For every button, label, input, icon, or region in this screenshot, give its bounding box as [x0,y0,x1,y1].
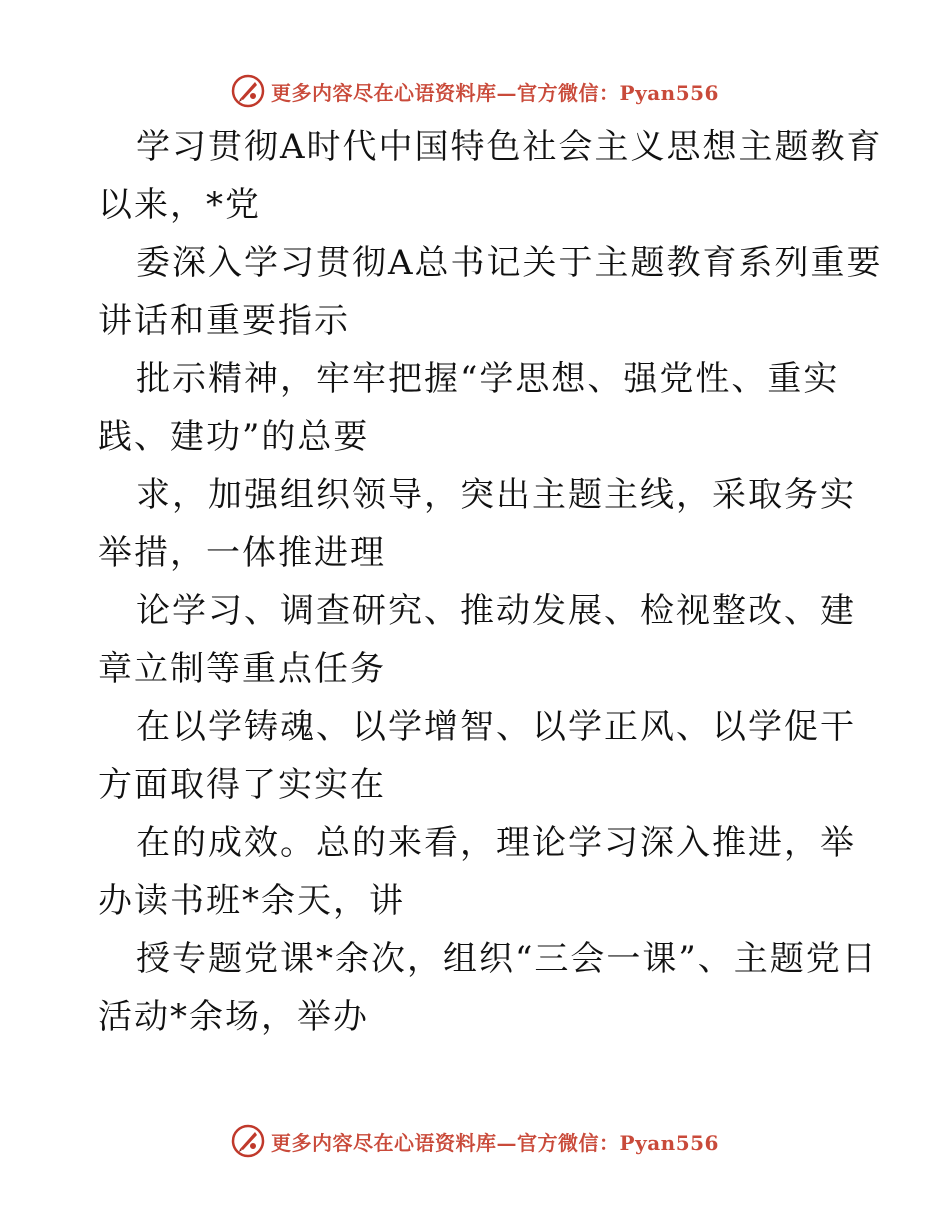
body-line: 求，加强组织领导，突出主题主线，采取务实举措，一体推进理 [98,475,856,573]
body-line: 委深入学习贯彻A总书记关于主题教育系列重要讲话和重要指示 [98,243,883,341]
body-line: 在以学铸魂、以学增智、以学正风、以学促干方面取得了实实在 [98,707,856,805]
footer-watermark-text: 更多内容尽在心语资料库—官方微信：Pyan556 [271,1130,719,1155]
quill-pen-logo-icon [231,74,265,108]
footer-watermark [0,1121,950,1161]
body-line: 批示精神，牢牢把握“学思想、强党性、重实践、建功”的总要 [98,359,840,457]
header-watermark [0,71,950,111]
header-watermark-text: 更多内容尽在心语资料库—官方微信：Pyan556 [271,80,719,105]
body-line: 论学习、调查研究、推动发展、检视整改、建章立制等重点任务 [98,591,856,689]
quill-pen-logo-icon [231,1124,265,1158]
document-body [98,118,888,1046]
body-line: 学习贯彻A时代中国特色社会主义思想主题教育以来，*党 [98,127,883,225]
body-line: 授专题党课*余次，组织“三会一课”、主题党日活动*余场，举办 [98,939,878,1037]
body-line: 在的成效。总的来看，理论学习深入推进，举办读书班*余天，讲 [98,823,856,921]
